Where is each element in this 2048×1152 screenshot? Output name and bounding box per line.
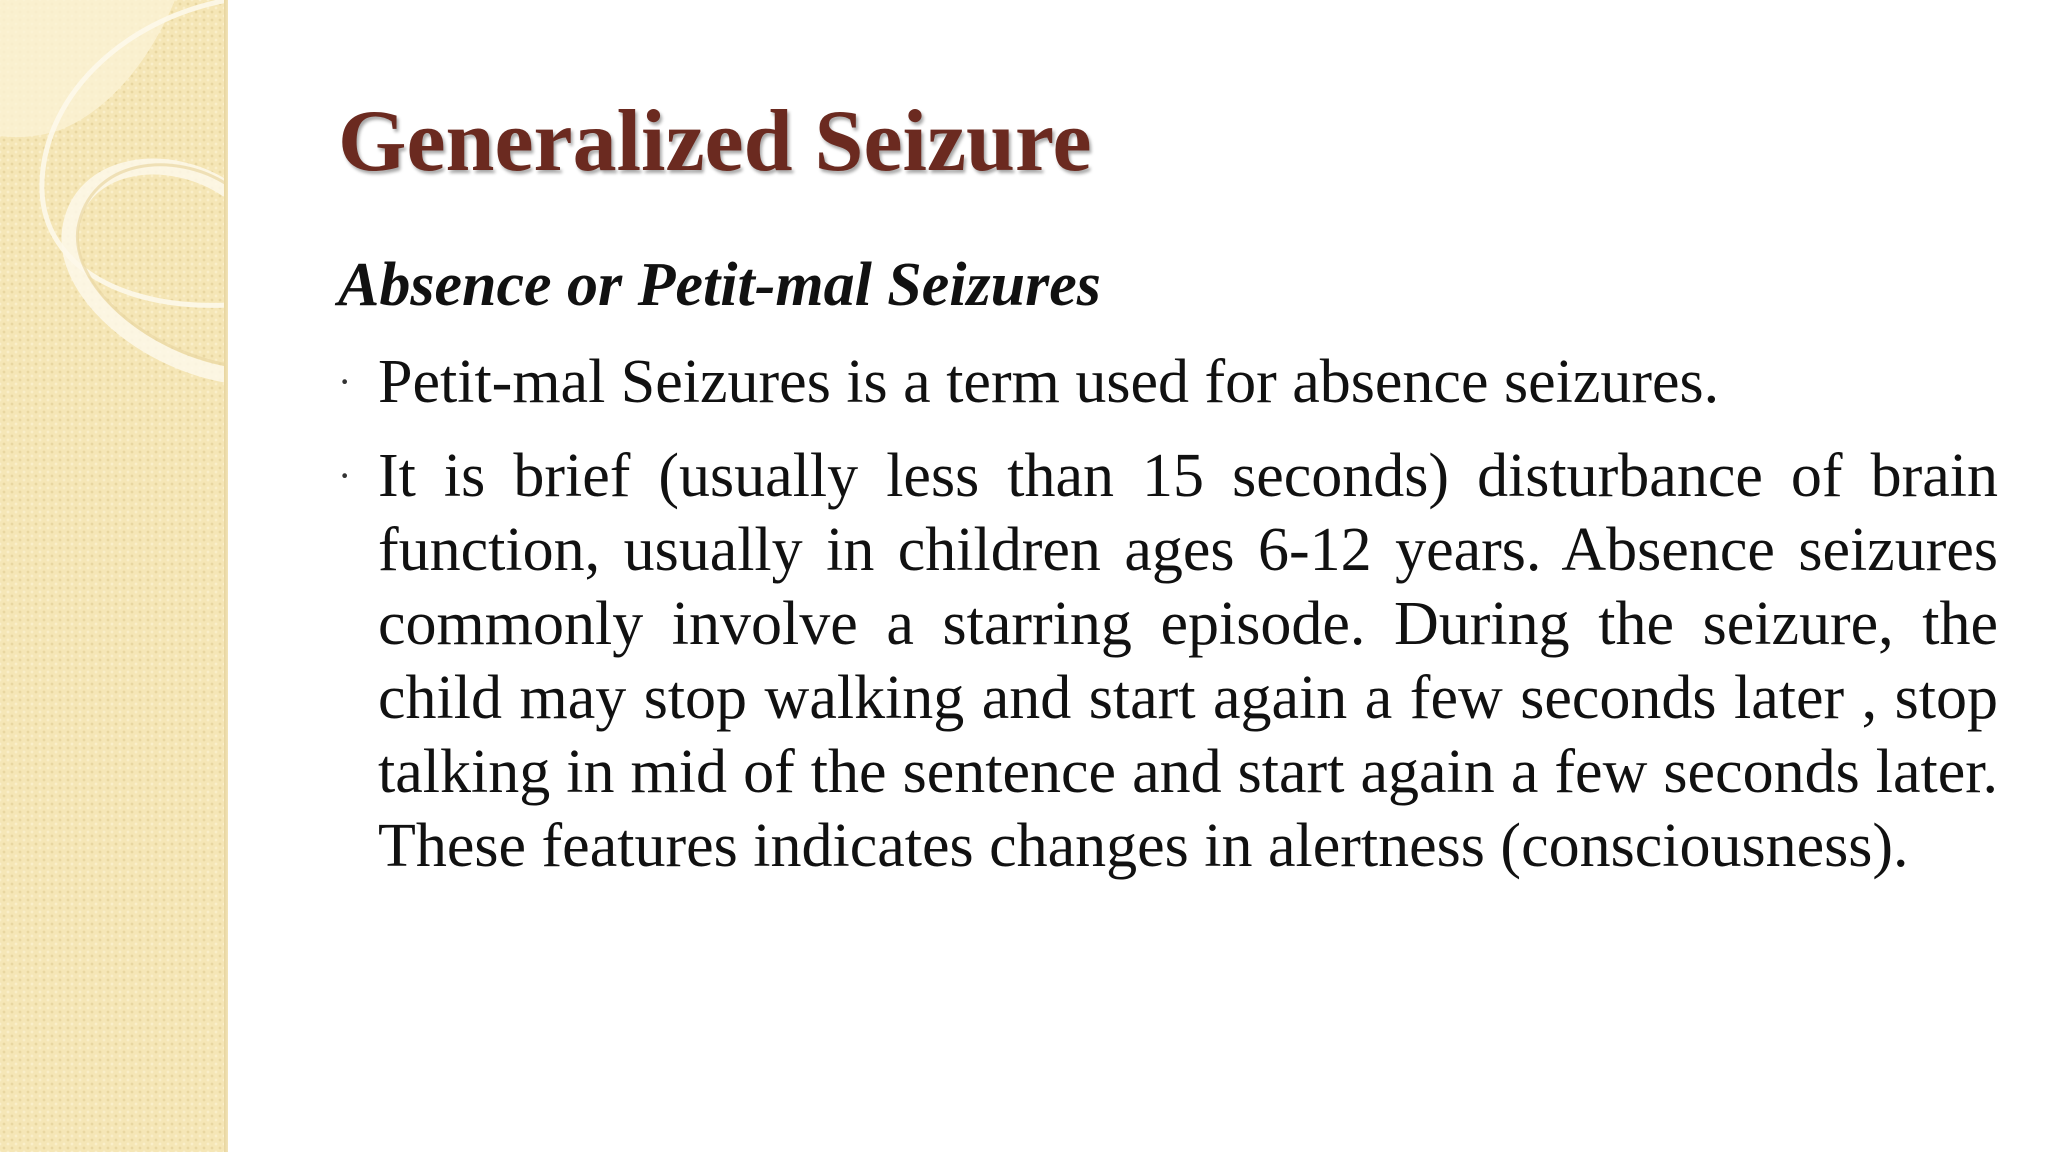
bullet-item <box>338 439 1998 883</box>
bullet-marker: · <box>338 453 352 498</box>
slide-title: Generalized Seizure <box>338 93 1092 190</box>
decorative-side-panel <box>0 0 228 1152</box>
bullet-item <box>338 345 1998 419</box>
bullet-list <box>338 345 1998 903</box>
side-panel-edge <box>224 0 228 1152</box>
decorative-swirl <box>0 0 228 420</box>
bullet-text: Petit-mal Seizures is a term used for absence seizures. <box>378 348 1720 416</box>
slide-subtitle: Absence or Petit-mal Seizures <box>338 251 1101 319</box>
bullet-marker: · <box>338 359 352 404</box>
bullet-text: It is brief (usually less than 15 seconds) disturbance of brain function, usually in children ages 6-12 years. Absence seizures commonly involve a starring episode. During the seizure, the child may stop walking and start again a few seconds later , stop talking in mid of the sentence and start again a few seconds later. These features indicates changes in alertness (consciousness). <box>378 442 1998 880</box>
